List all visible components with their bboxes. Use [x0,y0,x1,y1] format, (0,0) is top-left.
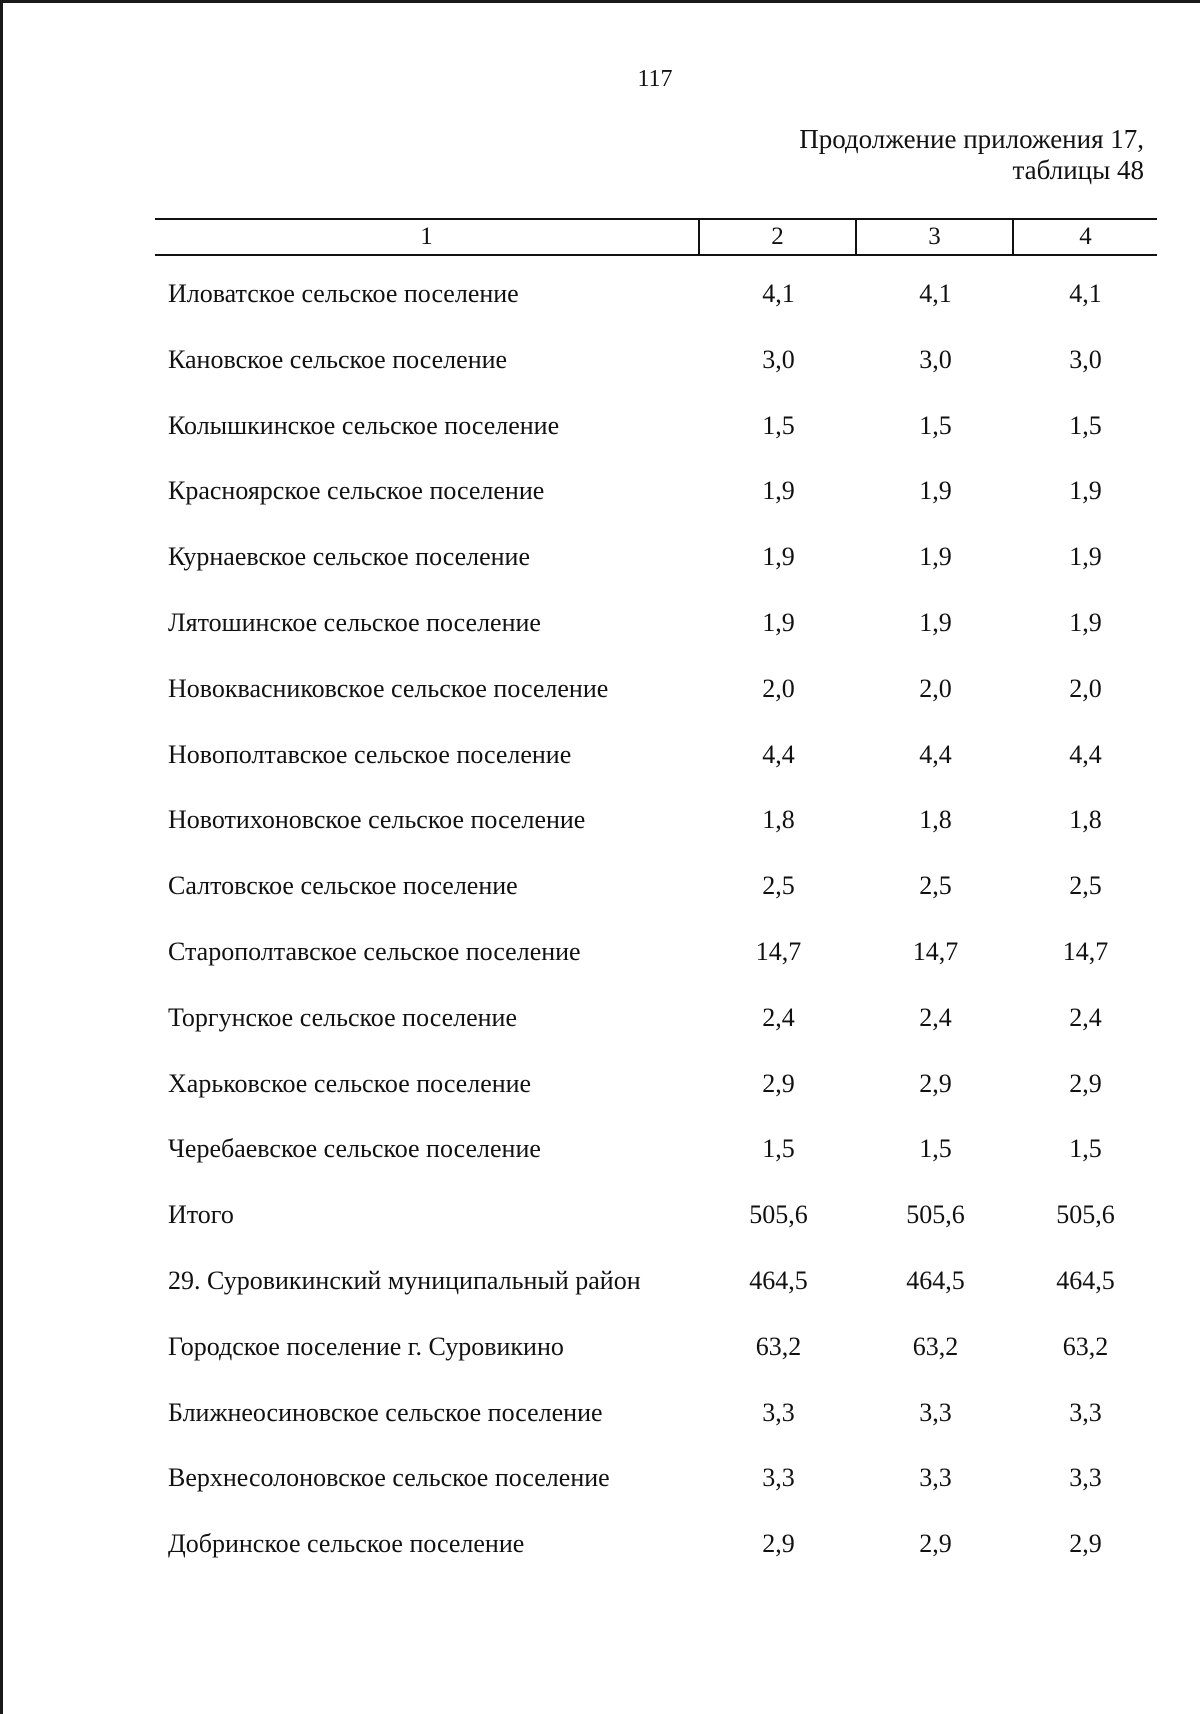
row-name: Курнаевское сельское поселение [168,542,530,572]
row-value-col2: 3,3 [762,1463,795,1493]
row-value-col4: 1,8 [1069,805,1102,835]
table-row [168,1198,1158,1264]
row-value-col3: 3,3 [919,1397,952,1427]
row-value-col2: 1,9 [762,542,795,572]
row-value-col2: 2,4 [762,1002,795,1032]
row-name: Кановское сельское поселение [168,344,508,374]
scan-border-left [0,0,3,1714]
row-value-col2: 1,8 [762,805,795,835]
row-value-col3: 464,5 [906,1265,965,1295]
row-value-col2: 2,5 [762,871,795,901]
row-name: Иловатское сельское поселение [168,279,519,308]
row-name: Салтовское сельское поселение [168,871,518,901]
row-value-col3: 1,9 [919,476,952,506]
continuation-line-1: Продолжение приложения 17, [799,124,1144,154]
row-value-col3: 14,7 [912,936,959,966]
row-name: 29. Суровикинский муниципальный район [168,1265,641,1295]
column-header-3: 3 [857,220,1014,254]
row-value-col3: 505,6 [906,1200,965,1230]
row-value-col2: 63,2 [755,1331,802,1361]
row-value-col3: 1,8 [919,805,952,835]
page-number: 117 [637,66,673,92]
row-value-col2: 505,6 [749,1200,808,1230]
table-row [168,1396,1158,1462]
row-value-col4: 1,5 [1069,1134,1102,1164]
row-value-col2: 2,9 [762,1529,795,1559]
row-name: Харьковское сельское поселение [168,1068,532,1098]
row-value-col2: 1,9 [762,607,795,637]
table-row [168,803,1158,869]
table-row [168,343,1158,409]
row-value-col2: 14,7 [755,936,802,966]
row-value-col4: 2,9 [1069,1068,1102,1098]
row-name: Новоквасниковское сельское поселение [168,673,609,703]
table-row [168,1330,1158,1396]
table-row [168,540,1158,606]
row-value-col2: 2,0 [762,673,795,703]
row-name: Добринское сельское поселение [168,1529,525,1559]
row-value-col4: 4,4 [1069,739,1102,769]
row-value-col3: 1,9 [919,607,952,637]
table-body [168,277,1158,1593]
row-value-col4: 4,1 [1069,279,1102,308]
table-row [168,1461,1158,1527]
row-value-col4: 1,9 [1069,542,1102,572]
row-value-col3: 2,9 [919,1529,952,1559]
row-name: Торгунское сельское поселение [168,1002,517,1032]
table-row [168,1527,1158,1593]
row-name: Новотихоновское сельское поселение [168,805,586,835]
row-name: Красноярское сельское поселение [168,476,545,506]
table-row [168,935,1158,1001]
row-value-col3: 63,2 [912,1331,959,1361]
row-value-col4: 63,2 [1062,1331,1109,1361]
column-header-2: 2 [700,220,857,254]
table-row [168,606,1158,672]
row-value-col3: 3,3 [919,1463,952,1493]
table-row [168,738,1158,804]
row-value-col4: 505,6 [1056,1200,1115,1230]
row-value-col3: 1,5 [919,1134,952,1164]
continuation-note [799,124,1144,186]
row-name: Колышкинское сельское поселение [168,410,560,440]
row-value-col2: 3,3 [762,1397,795,1427]
row-value-col3: 2,5 [919,871,952,901]
row-name: Лятошинское сельское поселение [168,607,541,637]
row-value-col3: 3,0 [919,344,952,374]
table-row [168,474,1158,540]
row-value-col4: 2,0 [1069,673,1102,703]
row-value-col2: 1,9 [762,476,795,506]
row-name: Верхнесолоновское сельское поселение [168,1463,610,1493]
row-value-col2: 464,5 [749,1265,808,1295]
row-value-col4: 3,0 [1069,344,1102,374]
table-row [168,277,1158,343]
row-value-col4: 3,3 [1069,1397,1102,1427]
row-value-col2: 1,5 [762,1134,795,1164]
row-value-col4: 464,5 [1056,1265,1115,1295]
row-value-col2: 4,4 [762,739,795,769]
row-value-col4: 2,9 [1069,1529,1102,1559]
table-header [155,218,1157,256]
row-value-col3: 2,0 [919,673,952,703]
row-value-col4: 1,9 [1069,607,1102,637]
column-header-4: 4 [1079,223,1092,250]
row-value-col3: 4,1 [919,279,952,308]
row-value-col4: 1,9 [1069,476,1102,506]
row-name: Новополтавское сельское поселение [168,739,572,769]
row-value-col4: 1,5 [1069,410,1102,440]
row-name: Итого [168,1200,234,1230]
row-value-col3: 2,4 [919,1002,952,1032]
continuation-line-2: таблицы 48 [1012,155,1144,185]
row-name: Городское поселение г. Суровикино [168,1331,564,1361]
row-value-col4: 3,3 [1069,1463,1102,1493]
table-row [168,1067,1158,1133]
row-value-col2: 4,1 [762,279,795,308]
row-name: Ближнеосиновское сельское поселение [168,1397,603,1427]
row-value-col2: 3,0 [762,344,795,374]
table-row [168,409,1158,475]
table-row [168,1001,1158,1067]
row-value-col4: 2,4 [1069,1002,1102,1032]
table-row [168,869,1158,935]
row-value-col4: 2,5 [1069,871,1102,901]
table-row [168,672,1158,738]
column-header-1: 1 [155,220,700,254]
table-row [168,1132,1158,1198]
row-name: Черебаевское сельское поселение [168,1134,541,1164]
row-name: Старополтавское сельское поселение [168,936,581,966]
row-value-col3: 4,4 [919,739,952,769]
row-value-col3: 1,9 [919,542,952,572]
row-value-col2: 1,5 [762,410,795,440]
table-row [168,1264,1158,1330]
row-value-col3: 2,9 [919,1068,952,1098]
row-value-col3: 1,5 [919,410,952,440]
row-value-col2: 2,9 [762,1068,795,1098]
row-value-col4: 14,7 [1062,936,1109,966]
scan-border-top [0,0,1200,3]
